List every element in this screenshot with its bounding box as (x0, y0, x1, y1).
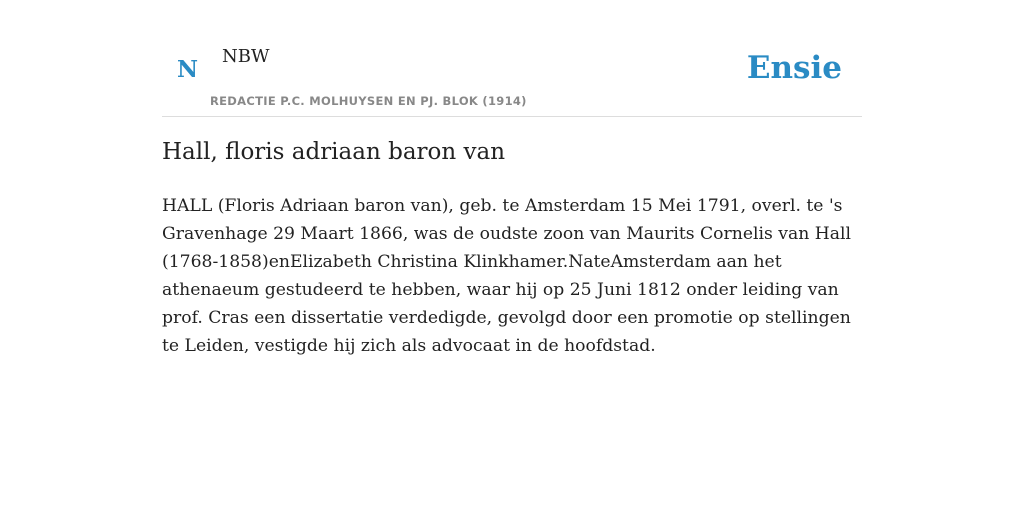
article-body: HALL (Floris Adriaan baron van), geb. te Amsterdam 15 Mei 1791, overl. te 's Gravenhage 29 Maart 1866, was de oudste zoon van Maurits Cornelis van Hall (1768-1858)enElizabeth Christina Klinkhamer.NateAmsterdam aan het athenaeum gestudeerd te hebben, waar hij op 25 Juni 1812 onder leiding van prof. Cras een dissertatie verdedigde, gevolgd door een promotie op stellingen te Leiden, vestigde hij zich als advocaat in de hoofdstad. (162, 196, 851, 356)
source-logo[interactable]: N (177, 56, 199, 83)
source-header (162, 0, 862, 117)
brand-logo[interactable]: Ensie (746, 50, 842, 86)
source-editors: REDACTIE P.C. MOLHUYSEN EN PJ. BLOK (1914) (210, 94, 527, 108)
page (162, 0, 862, 512)
source-name[interactable]: NBW (222, 46, 270, 67)
article-title: Hall, floris adriaan baron van (162, 139, 506, 165)
